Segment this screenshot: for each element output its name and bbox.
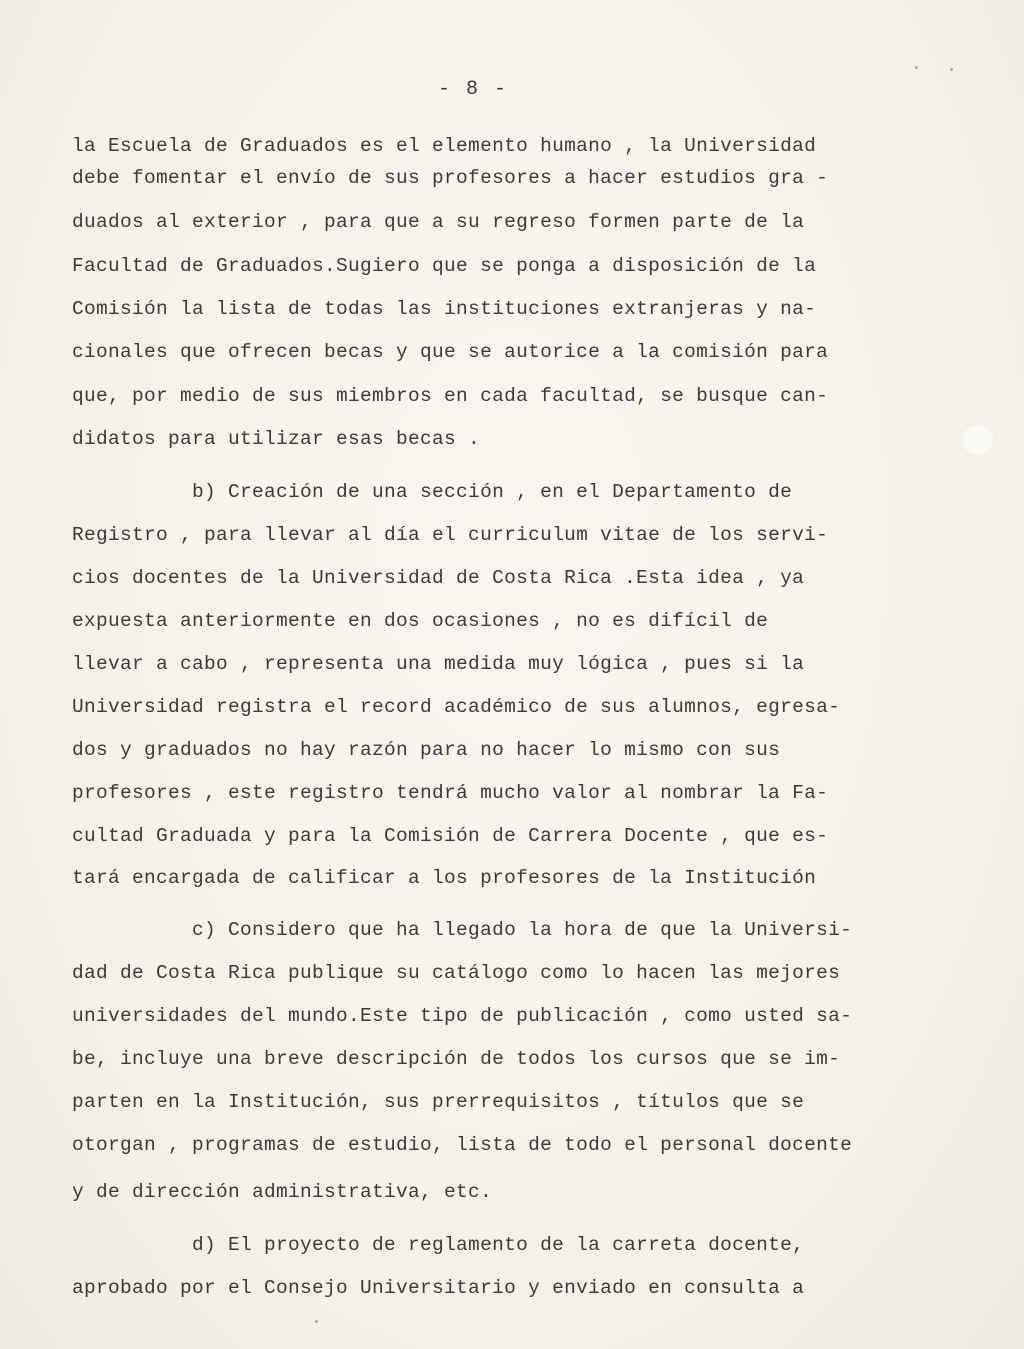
text-line: Facultad de Graduados.Sugiero que se ponga a disposición de la: [72, 255, 817, 277]
text-line: debe fomentar el envío de sus profesores a hacer estudios gra -: [72, 167, 829, 189]
paper-speck: [915, 66, 918, 69]
paper-speck: [315, 1320, 318, 1323]
text-line: Universidad registra el record académico de sus alumnos, egresa-: [72, 696, 841, 718]
text-line: Comisión la lista de todas las instituciones extranjeras y na-: [72, 298, 817, 320]
text-line: d) El proyecto de reglamento de la carreta docente,: [72, 1234, 805, 1256]
text-line: Registro , para llevar al día el curriculum vitae de los servi-: [72, 524, 829, 546]
text-line: cionales que ofrecen becas y que se autorice a la comisión para: [72, 341, 829, 363]
text-line: y de dirección administrativa, etc.: [72, 1181, 493, 1203]
text-line: dad de Costa Rica publique su catálogo como lo hacen las mejores: [72, 962, 841, 984]
text-line: expuesta anteriormente en dos ocasiones , no es difícil de: [72, 610, 769, 632]
text-line: be, incluye una breve descripción de todos los cursos que se im-: [72, 1048, 841, 1070]
text-line: cios docentes de la Universidad de Costa Rica .Esta idea , ya: [72, 567, 805, 589]
text-line: tará encargada de calificar a los profesores de la Institución: [72, 867, 817, 889]
text-line: que, por medio de sus miembros en cada facultad, se busque can-: [72, 385, 829, 407]
text-line: llevar a cabo , representa una medida muy lógica , pues si la: [72, 653, 805, 675]
page-number: - 8 -: [437, 78, 508, 101]
text-line: otorgan , programas de estudio, lista de todo el personal docente: [72, 1134, 853, 1156]
text-line: profesores , este registro tendrá mucho valor al nombrar la Fa-: [72, 782, 829, 804]
text-line: parten en la Institución, sus prerrequisitos , títulos que se: [72, 1091, 805, 1113]
text-line: aprobado por el Consejo Universitario y enviado en consulta a: [72, 1277, 805, 1299]
punch-hole: [962, 424, 994, 456]
text-line: didatos para utilizar esas becas .: [72, 428, 481, 450]
text-line: cultad Graduada y para la Comisión de Carrera Docente , que es-: [72, 825, 829, 847]
text-line: duados al exterior , para que a su regreso formen parte de la: [72, 211, 805, 233]
text-line: c) Considero que ha llegado la hora de que la Universi-: [72, 919, 853, 941]
text-line: dos y graduados no hay razón para no hacer lo mismo con sus: [72, 739, 781, 761]
paper-speck: [950, 68, 953, 71]
text-line: b) Creación de una sección , en el Departamento de: [72, 481, 793, 503]
text-line: universidades del mundo.Este tipo de publicación , como usted sa-: [72, 1005, 853, 1027]
text-line: la Escuela de Graduados es el elemento humano , la Universidad: [72, 135, 817, 157]
